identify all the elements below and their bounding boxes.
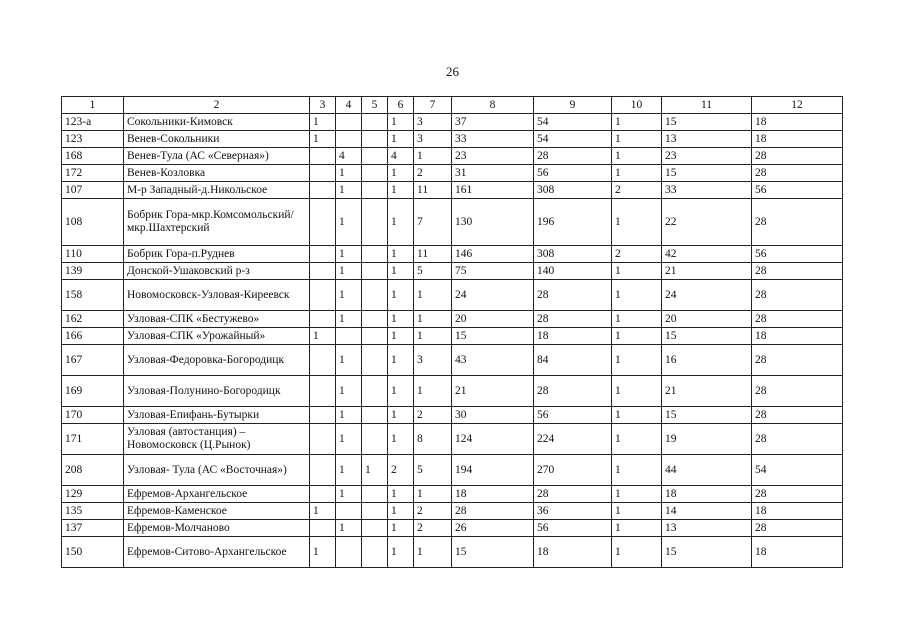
table-row: [62, 148, 843, 165]
table-cell: 1: [414, 537, 452, 568]
table-cell: 33: [452, 131, 534, 148]
table-cell: [362, 199, 388, 246]
table-cell: 1: [612, 376, 662, 407]
table-cell: 1: [612, 520, 662, 537]
table-cell: [310, 165, 336, 182]
route-number-cell: 158: [62, 280, 124, 311]
table-cell: 196: [534, 199, 612, 246]
table-cell: 1: [612, 537, 662, 568]
table-cell: 1: [612, 328, 662, 345]
route-name-cell: Венев-Сокольники: [124, 131, 310, 148]
table-cell: 11: [414, 182, 452, 199]
table-cell: 18: [752, 503, 843, 520]
route-name-cell: Узловая-СПК «Урожайный»: [124, 328, 310, 345]
table-cell: 54: [752, 455, 843, 486]
table-cell: [362, 520, 388, 537]
table-cell: 1: [336, 520, 362, 537]
table-row: [62, 165, 843, 182]
table-row: [62, 280, 843, 311]
table-cell: 1: [612, 199, 662, 246]
table-cell: 1: [336, 407, 362, 424]
table-cell: 4: [336, 148, 362, 165]
table-cell: 21: [452, 376, 534, 407]
table-cell: 20: [452, 311, 534, 328]
table-cell: [362, 114, 388, 131]
table-cell: 1: [612, 455, 662, 486]
route-name-cell: М-р Западный-д.Никольское: [124, 182, 310, 199]
table-cell: [362, 165, 388, 182]
route-name-cell: Узловая-СПК «Бестужево»: [124, 311, 310, 328]
route-number-cell: 170: [62, 407, 124, 424]
table-cell: 28: [752, 376, 843, 407]
table-cell: 1: [310, 114, 336, 131]
table-cell: 140: [534, 263, 612, 280]
route-number-cell: 108: [62, 199, 124, 246]
table-cell: 28: [534, 148, 612, 165]
table-cell: 1: [414, 148, 452, 165]
table-cell: 1: [388, 263, 414, 280]
table-cell: [310, 376, 336, 407]
route-name-cell: Узловая (автостанция) – Новомосковск (Ц.Рынок): [124, 424, 310, 455]
table-cell: 23: [662, 148, 752, 165]
table-cell: 124: [452, 424, 534, 455]
column-header: 2: [124, 97, 310, 114]
table-cell: 84: [534, 345, 612, 376]
table-row: [62, 328, 843, 345]
table-cell: 31: [452, 165, 534, 182]
table-cell: 8: [414, 424, 452, 455]
table-cell: 1: [388, 280, 414, 311]
table-cell: [362, 148, 388, 165]
column-header: 1: [62, 97, 124, 114]
table-cell: [336, 537, 362, 568]
route-name-cell: Венев-Тула (АС «Северная»): [124, 148, 310, 165]
table-cell: 1: [310, 131, 336, 148]
table-cell: 18: [534, 328, 612, 345]
table-cell: 28: [752, 263, 843, 280]
table-cell: 1: [388, 407, 414, 424]
table-cell: 1: [414, 311, 452, 328]
table-cell: 270: [534, 455, 612, 486]
table-cell: 18: [452, 486, 534, 503]
table-cell: 1: [414, 328, 452, 345]
table-row: [62, 131, 843, 148]
table-cell: [362, 311, 388, 328]
table-cell: 15: [662, 537, 752, 568]
table-cell: 1: [612, 165, 662, 182]
table-cell: 1: [612, 345, 662, 376]
column-header: 12: [752, 97, 843, 114]
table-cell: 15: [452, 328, 534, 345]
table-cell: 21: [662, 376, 752, 407]
route-name-cell: Бобрик Гора-мкр.Комсомольский/мкр.Шахтерский: [124, 199, 310, 246]
route-name-cell: Донской-Ушаковский р-з: [124, 263, 310, 280]
table-cell: 1: [310, 503, 336, 520]
table-cell: 3: [414, 114, 452, 131]
table-cell: 28: [752, 520, 843, 537]
table-cell: 44: [662, 455, 752, 486]
table-cell: 1: [336, 199, 362, 246]
table-row: [62, 376, 843, 407]
table-cell: 7: [414, 199, 452, 246]
table-cell: [310, 199, 336, 246]
table-cell: 1: [612, 263, 662, 280]
table-cell: 56: [752, 182, 843, 199]
table-cell: [362, 246, 388, 263]
route-name-cell: Узловая- Тула (АС «Восточная»): [124, 455, 310, 486]
table-cell: 1: [414, 280, 452, 311]
table-cell: 1: [336, 424, 362, 455]
route-number-cell: 167: [62, 345, 124, 376]
table-cell: 18: [662, 486, 752, 503]
column-header: 6: [388, 97, 414, 114]
table-cell: 26: [452, 520, 534, 537]
table-cell: 1: [388, 131, 414, 148]
table-cell: [310, 263, 336, 280]
table-cell: [310, 407, 336, 424]
table-cell: [310, 311, 336, 328]
table-row: [62, 486, 843, 503]
route-number-cell: 129: [62, 486, 124, 503]
table-cell: 28: [534, 311, 612, 328]
table-cell: 1: [336, 280, 362, 311]
route-name-cell: Новомосковск-Узловая-Киреевск: [124, 280, 310, 311]
table-cell: [362, 328, 388, 345]
table-cell: 16: [662, 345, 752, 376]
table-cell: 13: [662, 520, 752, 537]
column-header: 4: [336, 97, 362, 114]
table-cell: [310, 424, 336, 455]
table-cell: [362, 503, 388, 520]
route-number-cell: 168: [62, 148, 124, 165]
table-cell: 13: [662, 131, 752, 148]
table-cell: 2: [414, 520, 452, 537]
table-cell: 30: [452, 407, 534, 424]
table-cell: 1: [612, 486, 662, 503]
table-cell: 5: [414, 263, 452, 280]
table-cell: [310, 486, 336, 503]
table-cell: [362, 131, 388, 148]
column-header: 11: [662, 97, 752, 114]
table-cell: 1: [388, 165, 414, 182]
route-name-cell: Ефремов-Молчаново: [124, 520, 310, 537]
table-cell: 1: [388, 537, 414, 568]
table-cell: [362, 263, 388, 280]
table-row: [62, 345, 843, 376]
column-header: 3: [310, 97, 336, 114]
table-cell: 28: [752, 165, 843, 182]
table-cell: 28: [534, 486, 612, 503]
table-cell: 1: [388, 520, 414, 537]
table-cell: [310, 455, 336, 486]
table-cell: 28: [534, 376, 612, 407]
table-cell: 2: [414, 165, 452, 182]
route-number-cell: 208: [62, 455, 124, 486]
header-row: [62, 97, 843, 114]
route-number-cell: 135: [62, 503, 124, 520]
table-cell: [310, 280, 336, 311]
table-cell: [336, 114, 362, 131]
table-cell: 54: [534, 131, 612, 148]
table-cell: 2: [414, 503, 452, 520]
table-cell: 1: [336, 165, 362, 182]
table-cell: 22: [662, 199, 752, 246]
table-cell: 3: [414, 345, 452, 376]
table-cell: 15: [662, 114, 752, 131]
table-cell: 1: [336, 455, 362, 486]
table-cell: [362, 376, 388, 407]
table-cell: [310, 182, 336, 199]
table-cell: 18: [752, 131, 843, 148]
route-number-cell: 110: [62, 246, 124, 263]
table-cell: [362, 345, 388, 376]
table-cell: 1: [336, 263, 362, 280]
table-cell: 1: [388, 486, 414, 503]
table-body: [62, 114, 843, 568]
table-cell: 23: [452, 148, 534, 165]
column-header: 7: [414, 97, 452, 114]
table-cell: 15: [662, 165, 752, 182]
table-row: [62, 455, 843, 486]
table-cell: 33: [662, 182, 752, 199]
table-cell: 1: [612, 311, 662, 328]
table-cell: 15: [452, 537, 534, 568]
column-header: 10: [612, 97, 662, 114]
table-cell: 1: [388, 503, 414, 520]
table-cell: 28: [752, 148, 843, 165]
table-cell: 11: [414, 246, 452, 263]
table-cell: 28: [752, 407, 843, 424]
table-row: [62, 114, 843, 131]
table-cell: 1: [612, 148, 662, 165]
table-cell: [336, 328, 362, 345]
table-cell: 1: [388, 246, 414, 263]
table-cell: 308: [534, 246, 612, 263]
table-cell: 2: [612, 246, 662, 263]
table-cell: 1: [388, 182, 414, 199]
table-cell: 75: [452, 263, 534, 280]
table-row: [62, 407, 843, 424]
table-cell: 19: [662, 424, 752, 455]
table-cell: 130: [452, 199, 534, 246]
table-cell: [362, 486, 388, 503]
route-name-cell: Ефремов-Архангельское: [124, 486, 310, 503]
table-cell: 1: [388, 114, 414, 131]
route-name-cell: Узловая-Епифань-Бутырки: [124, 407, 310, 424]
table-cell: [362, 424, 388, 455]
table-cell: 1: [336, 345, 362, 376]
table-cell: [310, 345, 336, 376]
table-cell: 1: [388, 328, 414, 345]
route-number-cell: 150: [62, 537, 124, 568]
table-cell: 1: [362, 455, 388, 486]
table-cell: 4: [388, 148, 414, 165]
table-cell: 1: [388, 345, 414, 376]
table-cell: 1: [612, 503, 662, 520]
table-cell: 56: [534, 520, 612, 537]
table-cell: 56: [534, 407, 612, 424]
table-cell: 21: [662, 263, 752, 280]
table-row: [62, 263, 843, 280]
column-header: 8: [452, 97, 534, 114]
table-cell: 1: [388, 424, 414, 455]
table-cell: 146: [452, 246, 534, 263]
table-cell: 36: [534, 503, 612, 520]
table-cell: 42: [662, 246, 752, 263]
route-name-cell: Узловая-Федоровка-Богородицк: [124, 345, 310, 376]
table-cell: 24: [662, 280, 752, 311]
table-cell: 28: [752, 486, 843, 503]
table-cell: 1: [612, 280, 662, 311]
table-cell: [310, 246, 336, 263]
table-cell: 28: [752, 199, 843, 246]
table-cell: [336, 503, 362, 520]
table-cell: 28: [752, 311, 843, 328]
table-cell: 28: [752, 280, 843, 311]
table-cell: 28: [752, 424, 843, 455]
routes-table: [61, 96, 843, 568]
table-cell: 18: [752, 537, 843, 568]
table-cell: 1: [336, 182, 362, 199]
table-cell: 1: [310, 537, 336, 568]
table-cell: 1: [336, 376, 362, 407]
table-cell: [310, 520, 336, 537]
page-number: 26: [446, 64, 459, 79]
table-cell: [362, 280, 388, 311]
table-cell: 37: [452, 114, 534, 131]
route-name-cell: Узловая-Полунино-Богородицк: [124, 376, 310, 407]
route-number-cell: 166: [62, 328, 124, 345]
table-cell: 18: [752, 114, 843, 131]
table-row: [62, 246, 843, 263]
table-row: [62, 182, 843, 199]
table-cell: 161: [452, 182, 534, 199]
table-cell: 1: [388, 199, 414, 246]
table-cell: 1: [414, 486, 452, 503]
table-cell: 1: [414, 376, 452, 407]
route-number-cell: 162: [62, 311, 124, 328]
table-cell: 1: [612, 424, 662, 455]
table-cell: 2: [414, 407, 452, 424]
route-number-cell: 137: [62, 520, 124, 537]
route-number-cell: 123: [62, 131, 124, 148]
table-cell: 2: [388, 455, 414, 486]
table-cell: 224: [534, 424, 612, 455]
table-cell: 1: [612, 131, 662, 148]
table-cell: 28: [534, 280, 612, 311]
table-cell: [362, 537, 388, 568]
table-cell: 24: [452, 280, 534, 311]
route-name-cell: Сокольники-Кимовск: [124, 114, 310, 131]
table-cell: 1: [336, 486, 362, 503]
route-number-cell: 139: [62, 263, 124, 280]
route-number-cell: 123-а: [62, 114, 124, 131]
table-cell: 1: [612, 114, 662, 131]
route-name-cell: Бобрик Гора-п.Руднев: [124, 246, 310, 263]
table-cell: [362, 182, 388, 199]
table-cell: 3: [414, 131, 452, 148]
table-cell: 1: [388, 376, 414, 407]
route-number-cell: 171: [62, 424, 124, 455]
route-number-cell: 169: [62, 376, 124, 407]
table-cell: [336, 131, 362, 148]
table-row: [62, 424, 843, 455]
table-cell: 28: [452, 503, 534, 520]
table-cell: 56: [534, 165, 612, 182]
table-cell: [362, 407, 388, 424]
table-cell: 2: [612, 182, 662, 199]
route-number-cell: 172: [62, 165, 124, 182]
table-cell: 5: [414, 455, 452, 486]
table-cell: 15: [662, 407, 752, 424]
table-cell: 1: [336, 311, 362, 328]
route-name-cell: Ефремов-Ситово-Архангельское: [124, 537, 310, 568]
table-cell: 308: [534, 182, 612, 199]
table-cell: 18: [534, 537, 612, 568]
table-cell: 1: [336, 246, 362, 263]
table-cell: 1: [310, 328, 336, 345]
route-name-cell: Венев-Козловка: [124, 165, 310, 182]
table-cell: 18: [752, 328, 843, 345]
table-cell: 54: [534, 114, 612, 131]
table-row: [62, 537, 843, 568]
table-cell: 20: [662, 311, 752, 328]
table-row: [62, 199, 843, 246]
table-row: [62, 520, 843, 537]
table-cell: 43: [452, 345, 534, 376]
table-cell: 15: [662, 328, 752, 345]
route-name-cell: Ефремов-Каменское: [124, 503, 310, 520]
table-cell: 28: [752, 345, 843, 376]
table-cell: [310, 148, 336, 165]
column-header: 5: [362, 97, 388, 114]
table-cell: 14: [662, 503, 752, 520]
table-cell: 194: [452, 455, 534, 486]
table-row: [62, 503, 843, 520]
table-cell: 1: [388, 311, 414, 328]
route-number-cell: 107: [62, 182, 124, 199]
table-row: [62, 311, 843, 328]
column-header: 9: [534, 97, 612, 114]
table-cell: 56: [752, 246, 843, 263]
table-cell: 1: [612, 407, 662, 424]
